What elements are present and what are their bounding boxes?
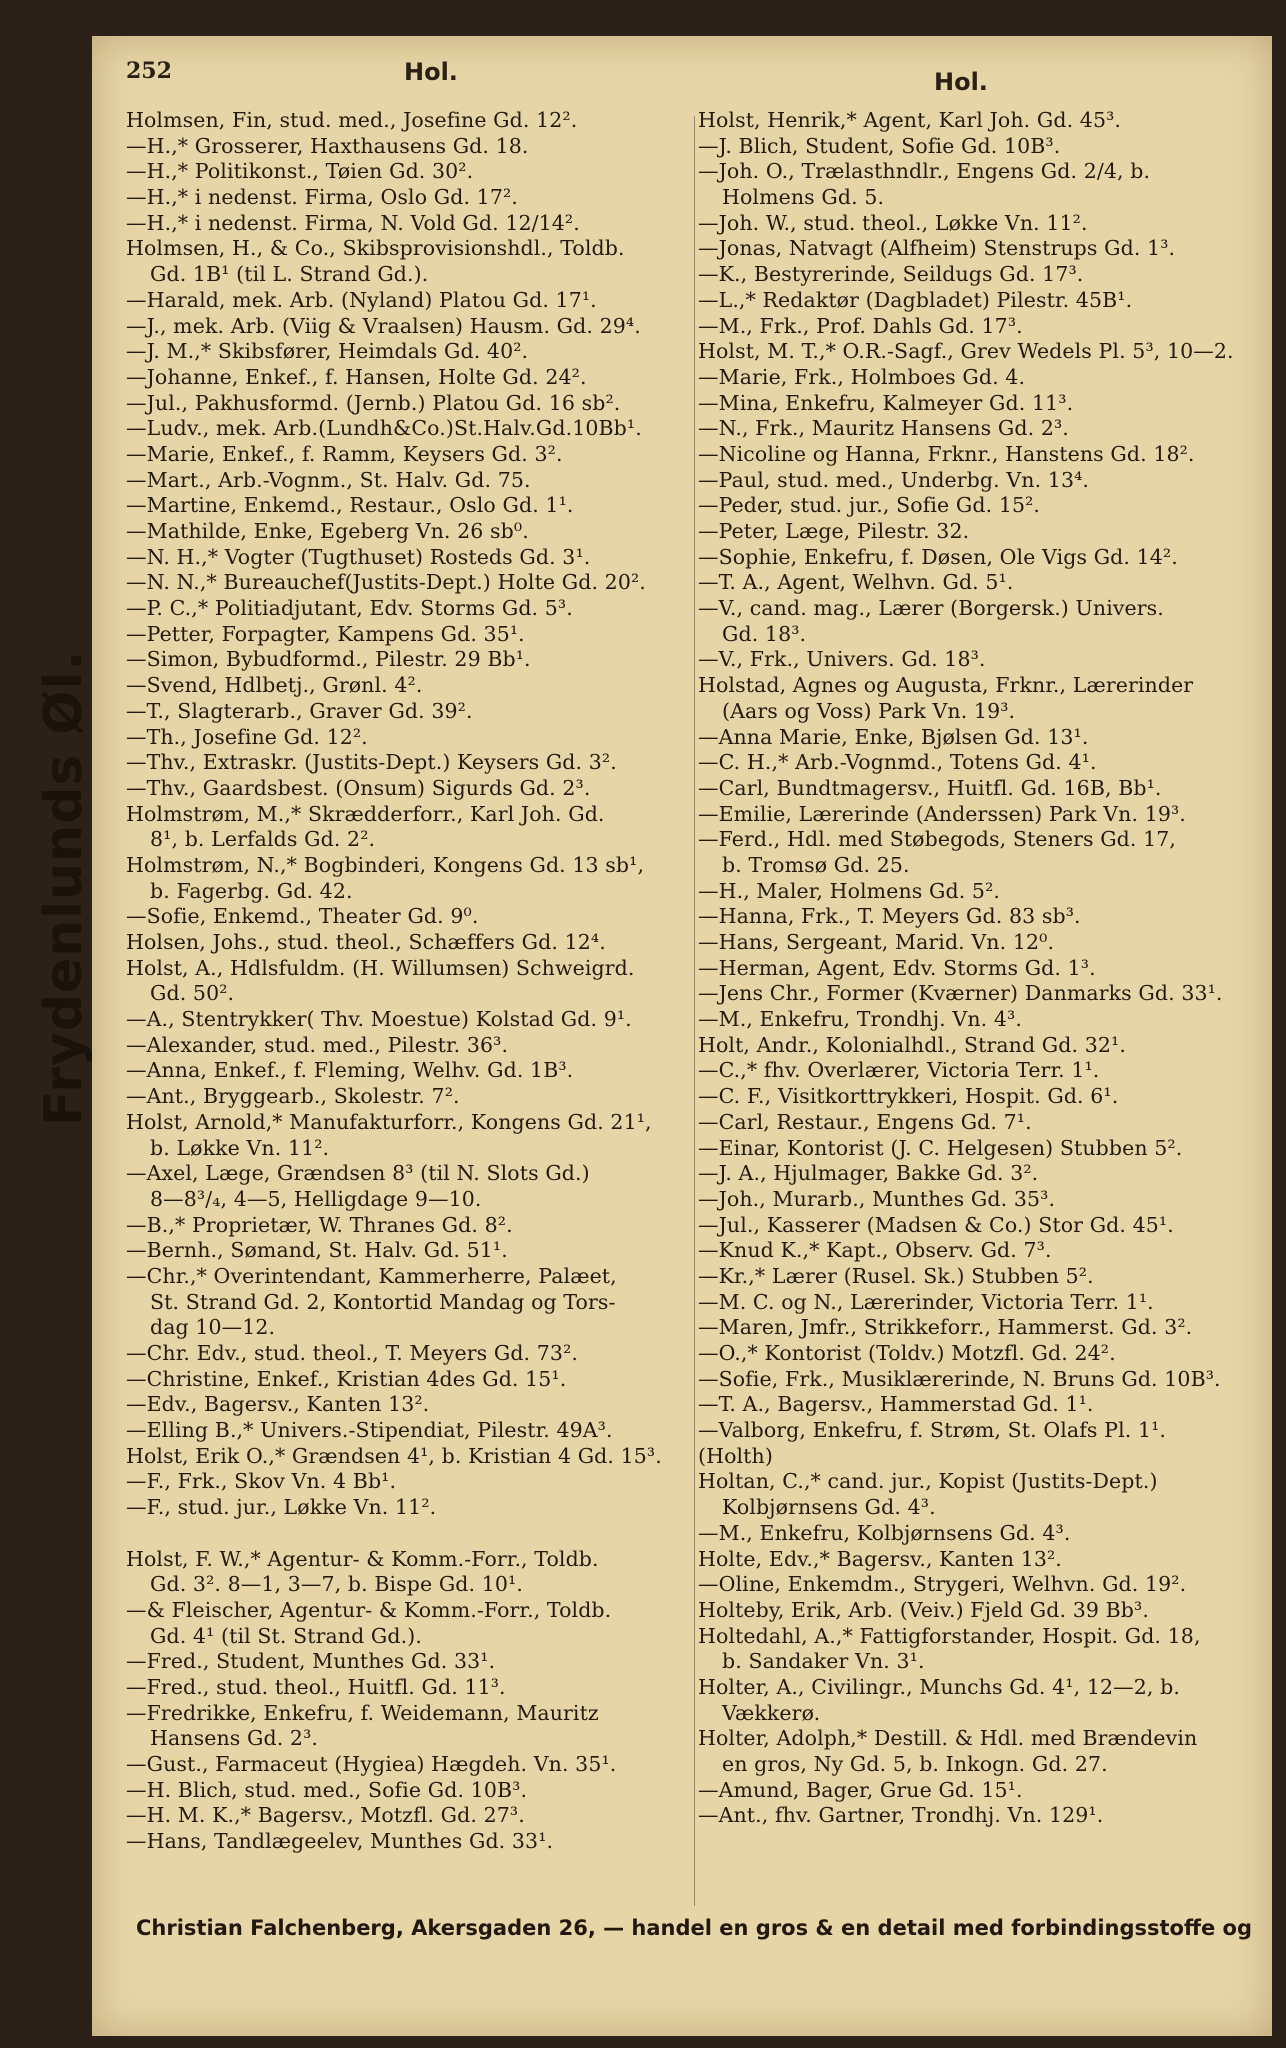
directory-entry-line: —Petter, Forpagter, Kampens Gd. 35¹. [126, 621, 525, 646]
directory-entry-line: Gd. 3². 8—1, 3—7, b. Bispe Gd. 10¹. [150, 1572, 523, 1597]
directory-entry-line: —Anna, Enkef., f. Fleming, Welhv. Gd. 1B³. [126, 1058, 574, 1083]
directory-entry-line: —C.,* fhv. Overlærer, Victoria Terr. 1¹. [698, 1058, 1100, 1083]
header-right: Hol. [934, 68, 988, 96]
directory-entry-line: Gd. 50². [150, 981, 235, 1006]
directory-entry-line: —Fredrikke, Enkefru, f. Weidemann, Mauritz [126, 1700, 599, 1725]
directory-entry-line: —Jens Chr., Former (Kværner) Danmarks Gd. 33¹. [698, 981, 1223, 1006]
directory-entry-line: Holter, Adolph,* Destill. & Hdl. med Brændevin [698, 1726, 1198, 1751]
directory-entry-line: —Mina, Enkefru, Kalmeyer Gd. 11³. [698, 390, 1074, 415]
directory-entry-line: Holt, Andr., Kolonialhdl., Strand Gd. 32¹. [698, 1032, 1126, 1057]
directory-entry-line: —Peter, Læge, Pilestr. 32. [698, 519, 970, 543]
directory-entry-line: Holter, A., Civilingr., Munchs Gd. 4¹, 12—2, b. [698, 1674, 1180, 1699]
directory-entry-line: Vækkerø. [722, 1700, 821, 1725]
directory-entry-line: —H.,* Politikonst., Tøien Gd. 30². [126, 159, 474, 184]
directory-entry-line: —Paul, stud. med., Underbg. Vn. 13⁴. [698, 467, 1090, 492]
directory-entry-line: Holst, Erik O.,* Grændsen 4¹, b. Kristian 4 Gd. 15³. [126, 1443, 662, 1468]
directory-entry-line: —& Fleischer, Agentur- & Komm.-Forr., Toldb. [126, 1597, 612, 1622]
directory-entry-line: —T. A., Bagersv., Hammerstad Gd. 1¹. [698, 1392, 1094, 1417]
directory-entry-line: Holst, M. T.,* O.R.-Sagf., Grev Wedels Pl. 5³, 10—2. [698, 339, 1234, 364]
directory-entry-line: —Axel, Læge, Grændsen 8³ (til N. Slots Gd.) [126, 1161, 590, 1186]
directory-entry-line: —J. M.,* Skibsfører, Heimdals Gd. 40². [126, 339, 529, 364]
directory-entry-line: —Sofie, Enkemd., Theater Gd. 9⁰. [126, 904, 479, 929]
directory-entry-line: —Bernh., Sømand, St. Halv. Gd. 51¹. [126, 1238, 508, 1263]
directory-entry-line: —Gust., Farmaceut (Hygiea) Hægdeh. Vn. 35¹. [126, 1752, 617, 1776]
directory-entry-line: —Mathilde, Enke, Egeberg Vn. 26 sb⁰. [126, 519, 529, 543]
directory-entry-line: Gd. 4¹ (til St. Strand Gd.). [150, 1623, 422, 1648]
directory-entry-line: Gd. 18³. [722, 621, 807, 646]
directory-entry-line: —N. H.,* Vogter (Tugthuset) Rosteds Gd. 3¹. [126, 544, 591, 569]
directory-entry-line: —H.,* i nedenst. Firma, Oslo Gd. 17². [126, 185, 518, 210]
directory-entry-line: —Thv., Extraskr. (Justits-Dept.) Keysers Gd. 3². [126, 750, 617, 775]
directory-entry-line: —Marie, Enkef., f. Ramm, Keysers Gd. 3². [126, 441, 563, 466]
directory-entry-line: —Amund, Bager, Grue Gd. 15¹. [698, 1777, 1023, 1802]
directory-entry-line: b. Tromsø Gd. 25. [722, 852, 910, 877]
directory-entry-line: —Anna Marie, Enke, Bjølsen Gd. 13¹. [698, 724, 1089, 749]
directory-entry-line: en gros, Ny Gd. 5, b. Inkogn. Gd. 27. [722, 1752, 1108, 1776]
directory-entry-line: —J., mek. Arb. (Viig & Vraalsen) Hausm. Gd. 29⁴. [126, 313, 641, 338]
directory-entry-line: —Valborg, Enkefru, f. Strøm, St. Olafs Pl. 1¹. [698, 1418, 1167, 1443]
directory-entry-line: —Jonas, Natvagt (Alfheim) Stenstrups Gd. 1³. [698, 236, 1176, 261]
directory-entry-line: —F., stud. jur., Løkke Vn. 11². [126, 1495, 437, 1520]
directory-entry-line: Holsen, Johs., stud. theol., Schæffers Gd. 12⁴. [126, 930, 606, 954]
directory-entry-line: —H. Blich, stud. med., Sofie Gd. 10B³. [126, 1777, 528, 1802]
directory-entry-line: —Thv., Gaardsbest. (Onsum) Sigurds Gd. 2³. [126, 775, 591, 800]
column-divider [694, 116, 695, 1906]
directory-entry-line: Holteby, Erik, Arb. (Veiv.) Fjeld Gd. 39 Bb³. [698, 1597, 1149, 1622]
directory-entry-line: —Joh., Murarb., Munthes Gd. 35³. [698, 1186, 1056, 1211]
directory-entry-line: —Oline, Enkemdm., Strygeri, Welhvn. Gd. 19². [698, 1572, 1187, 1597]
directory-entry-line: —Knud K.,* Kapt., Observ. Gd. 7³. [698, 1238, 1052, 1263]
directory-entry-line: —H., Maler, Holmens Gd. 5². [698, 878, 1001, 903]
directory-entry-line: —H.,* i nedenst. Firma, N. Vold Gd. 12/14². [126, 210, 580, 235]
directory-entry-line: —Einar, Kontorist (J. C. Helgesen) Stubben 5². [698, 1135, 1183, 1160]
directory-entry-line: —Ant., Bryggearb., Skolestr. 7². [126, 1084, 460, 1109]
directory-entry-line: —Edv., Bagersv., Kanten 13². [126, 1392, 430, 1417]
directory-entry-line: —B.,* Proprietær, W. Thranes Gd. 8². [126, 1212, 513, 1237]
directory-entry-line: dag 10—12. [150, 1315, 276, 1340]
directory-entry-line: —H. M. K.,* Bagersv., Motzfl. Gd. 27³. [126, 1803, 525, 1828]
directory-entry-line: —Marie, Frk., Holmboes Gd. 4. [698, 364, 1026, 389]
directory-entry-line: —N. N.,* Bureauchef(Justits-Dept.) Holte Gd. 20². [126, 570, 646, 595]
directory-page [34, 36, 1272, 2036]
directory-entry-line: —Herman, Agent, Edv. Storms Gd. 1³. [698, 955, 1096, 980]
right-column [698, 108, 1286, 1829]
directory-entry-line: b. Fagerbg. Gd. 42. [150, 878, 353, 903]
directory-entry-line: Kolbjørnsens Gd. 4³. [722, 1495, 936, 1520]
directory-entry-line: Holst, A., Hdlsfuldm. (H. Willumsen) Schweigrd. [126, 955, 635, 980]
directory-entry-line: Holstad, Agnes og Augusta, Frknr., Lærerinder [698, 673, 1194, 698]
directory-entry-line: —Ant., fhv. Gartner, Trondhj. Vn. 129¹. [698, 1803, 1104, 1828]
directory-entry-line: —Maren, Jmfr., Strikkeforr., Hammerst. Gd. 3². [698, 1315, 1193, 1340]
directory-entry-line: —A., Stentrykker( Thv. Moestue) Kolstad Gd. 9¹. [126, 1007, 632, 1032]
directory-entry-line [126, 1521, 696, 1547]
directory-entry-line: —M., Enkefru, Kolbjørnsens Gd. 4³. [698, 1520, 1071, 1545]
directory-entry-line: (Aars og Voss) Park Vn. 19³. [722, 698, 1016, 723]
directory-entry-line: Holmstrøm, N.,* Bogbinderi, Kongens Gd. 13 sb¹, [126, 852, 645, 877]
directory-entry-line: —Chr.,* Overintendant, Kammerherre, Palæet, [126, 1263, 617, 1288]
directory-entry-line: —Nicoline og Hanna, Frknr., Hanstens Gd. 18². [698, 441, 1195, 466]
directory-entry-line: —V., cand. mag., Lærer (Borgersk.) Univers. [698, 596, 1164, 621]
directory-entry-line: Holmstrøm, M.,* Skrædderforr., Karl Joh. Gd. [126, 801, 605, 826]
left-column [126, 108, 696, 1855]
directory-entry-line: —M. C. og N., Lærerinder, Victoria Terr. 1¹. [698, 1289, 1154, 1314]
directory-entry-line: b. Sandaker Vn. 3¹. [722, 1649, 925, 1674]
header-left: Hol. [404, 58, 458, 86]
directory-entry-line: —Martine, Enkemd., Restaur., Oslo Gd. 1¹. [126, 493, 574, 518]
directory-entry-line: —M., Enkefru, Trondhj. Vn. 4³. [698, 1007, 1022, 1032]
directory-entry-line: b. Løkke Vn. 11². [150, 1135, 330, 1160]
directory-entry-line: —Fred., stud. theol., Huitfl. Gd. 11³. [126, 1674, 506, 1699]
directory-entry-line: —J. A., Hjulmager, Bakke Gd. 3². [698, 1161, 1039, 1186]
directory-entry-line: —Chr. Edv., stud. theol., T. Meyers Gd. 73². [126, 1341, 579, 1365]
directory-entry-line: —Peder, stud. jur., Sofie Gd. 15². [698, 493, 1041, 518]
directory-entry-line: Holte, Edv.,* Bagersv., Kanten 13². [698, 1546, 1062, 1571]
directory-entry-line: —Th., Josefine Gd. 12². [126, 724, 368, 749]
directory-entry-line: Holmsen, Fin, stud. med., Josefine Gd. 12². [126, 108, 578, 132]
directory-entry-line: —M., Frk., Prof. Dahls Gd. 17³. [698, 313, 1023, 338]
directory-entry-line: —K., Bestyrerinde, Seildugs Gd. 17³. [698, 262, 1084, 287]
directory-entry-line: Holst, Arnold,* Manufakturforr., Kongens Gd. 21¹, [126, 1109, 652, 1134]
directory-entry-line: —Simon, Bybudformd., Pilestr. 29 Bb¹. [126, 647, 531, 672]
directory-entry-line: —Elling B.,* Univers.-Stipendiat, Pilestr. 49A³. [126, 1418, 613, 1443]
directory-entry-line: —V., Frk., Univers. Gd. 18³. [698, 647, 986, 672]
directory-entry-line: —Jul., Kasserer (Madsen & Co.) Stor Gd. 45¹. [698, 1212, 1174, 1237]
directory-entry-line: Holst, F. W.,* Agentur- & Komm.-Forr., Toldb. [126, 1546, 599, 1571]
directory-entry-line: —L.,* Redaktør (Dagbladet) Pilestr. 45B¹. [698, 287, 1133, 312]
page-number: 252 [126, 58, 172, 84]
footer-advertisement: Christian Falchenberg, Akersgaden 26, — handel en gros & en detail med forbindingsstoffe og [136, 1916, 1253, 1940]
directory-entry-line: —Harald, mek. Arb. (Nyland) Platou Gd. 17¹. [126, 287, 597, 312]
directory-entry-line: —N., Frk., Mauritz Hansens Gd. 2³. [698, 416, 1069, 441]
directory-entry-line: 8—8³/₄, 4—5, Helligdage 9—10. [150, 1186, 482, 1211]
directory-entry-line: —Mart., Arb.-Vognm., St. Halv. Gd. 75. [126, 467, 531, 492]
directory-entry-line: Hansens Gd. 2³. [150, 1726, 319, 1751]
directory-entry-line: —Emilie, Lærerinde (Anderssen) Park Vn. 19³. [698, 801, 1186, 826]
directory-entry-line: —Kr.,* Lærer (Rusel. Sk.) Stubben 5². [698, 1263, 1094, 1288]
directory-entry-line: (Holth) [698, 1443, 773, 1468]
directory-entry-line: Holmens Gd. 5. [722, 185, 885, 210]
directory-entry-line: —T., Slagterarb., Graver Gd. 39². [126, 698, 473, 723]
directory-entry-line: —T. A., Agent, Welhvn. Gd. 5¹. [698, 570, 1014, 595]
directory-entry-line: —Joh. W., stud. theol., Løkke Vn. 11². [698, 210, 1088, 235]
directory-entry-line: —C. F., Visitkorttrykkeri, Hospit. Gd. 6¹. [698, 1084, 1119, 1109]
directory-entry-line: —P. C.,* Politiadjutant, Edv. Storms Gd. 5³. [126, 596, 573, 621]
directory-entry-line: —Sofie, Frk., Musiklærerinde, N. Bruns Gd. 10B³. [698, 1366, 1221, 1391]
directory-entry-line: —J. Blich, Student, Sofie Gd. 10B³. [698, 133, 1061, 158]
directory-entry-line: —Johanne, Enkef., f. Hansen, Holte Gd. 24². [126, 364, 587, 389]
directory-entry-line: —Svend, Hdlbetj., Grønl. 4². [126, 673, 423, 698]
directory-entry-line: —Hanna, Frk., T. Meyers Gd. 83 sb³. [698, 904, 1081, 929]
directory-entry-line: —C. H.,* Arb.-Vognmd., Totens Gd. 4¹. [698, 750, 1097, 775]
directory-entry-line: Holtan, C.,* cand. jur., Kopist (Justits-Dept.) [698, 1469, 1158, 1494]
directory-entry-line: Holtedahl, A.,* Fattigforstander, Hospit. Gd. 18, [698, 1623, 1201, 1648]
directory-entry-line: —Sophie, Enkefru, f. Døsen, Ole Vigs Gd. 14². [698, 544, 1178, 569]
side-advertisement: Frydenlunds Øl. [34, 649, 94, 1126]
directory-entry-line: —Christine, Enkef., Kristian 4des Gd. 15¹. [126, 1366, 567, 1391]
directory-entry-line: —Fred., Student, Munthes Gd. 33¹. [126, 1649, 496, 1674]
directory-entry-line: Gd. 1B¹ (til L. Strand Gd.). [150, 262, 429, 287]
directory-entry-line: Holst, Henrik,* Agent, Karl Joh. Gd. 45³. [698, 108, 1122, 132]
directory-entry-line: —Hans, Sergeant, Marid. Vn. 12⁰. [698, 930, 1055, 954]
directory-entry-line: 8¹, b. Lerfalds Gd. 2². [150, 827, 376, 852]
directory-entry-line: —H.,* Grosserer, Haxthausens Gd. 18. [126, 133, 529, 158]
directory-entry-line: —O.,* Kontorist (Toldv.) Motzfl. Gd. 24². [698, 1341, 1116, 1365]
directory-entry-line: St. Strand Gd. 2, Kontortid Mandag og Tors- [150, 1289, 616, 1314]
directory-entry-line: —F., Frk., Skov Vn. 4 Bb¹. [126, 1469, 397, 1494]
directory-entry-line: —Carl, Restaur., Engens Gd. 7¹. [698, 1109, 1032, 1134]
directory-entry-line: —Jul., Pakhusformd. (Jernb.) Platou Gd. 16 sb². [126, 390, 621, 415]
directory-entry-line: —Joh. O., Trælasthndlr., Engens Gd. 2/4, b. [698, 159, 1151, 184]
directory-entry-line: Holmsen, H., & Co., Skibsprovisionshdl., Toldb. [126, 236, 625, 261]
directory-entry-line: —Carl, Bundtmagersv., Huitfl. Gd. 16B, Bb¹. [698, 775, 1162, 800]
directory-entry-line: —Hans, Tandlægeelev, Munthes Gd. 33¹. [126, 1829, 554, 1854]
directory-entry-line: —Ferd., Hdl. med Støbegods, Steners Gd. 17, [698, 827, 1177, 852]
directory-entry-line: —Ludv., mek. Arb.(Lundh&Co.)St.Halv.Gd.10Bb¹. [126, 416, 642, 441]
directory-entry-line: —Alexander, stud. med., Pilestr. 36³. [126, 1032, 509, 1057]
